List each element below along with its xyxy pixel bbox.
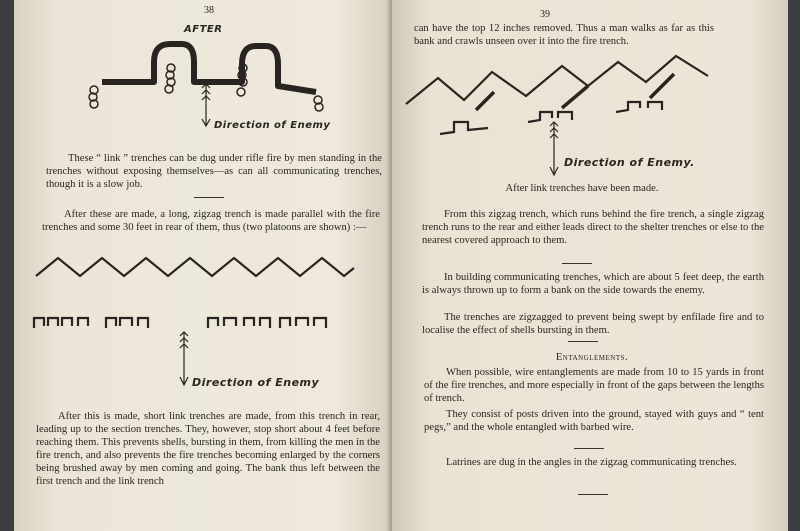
divider-rule <box>562 263 592 264</box>
paragraph-short-link-trenches: After this is made, short link trenches are made, from this trench in rear, leading up to the section trenches. They, however, stop short about 4 feet before reaching them. This prevents shells, bursting in them, from killing the men in the fire trench, and also prevents the fire trenches becoming enlarged by the corners being brushed away by men coming and going. The bank thus left between the first trench and the link trench <box>36 411 380 487</box>
paragraph-top-continuation: can have the top 12 inches removed. Thus a man walks as far as this bank and crawls unseen over it into the fire trench. <box>414 23 714 47</box>
page-number: 38 <box>204 5 214 16</box>
paragraph-posts: They consist of posts driven into the ground, stayed with guys and “ tent pegs,” and the whole entangled with barbed wire. <box>424 409 764 433</box>
after-label: AFTER <box>184 24 223 35</box>
paragraph-zigzag-trench: After these are made, a long, zigzag trench is made parallel with the fire trenches and some 30 feet in rear of them, thus (two platoons are shown) :— <box>42 209 380 233</box>
zigzag-trench-diagram <box>14 0 392 240</box>
left-page <box>14 0 392 531</box>
paragraph-communicating-trenches: In building communicating trenches, which are about 5 feet deep, the earth is always thrown up to form a bank on the side towards the enemy. <box>422 272 764 296</box>
divider-rule <box>568 341 598 342</box>
direction-of-enemy-caption-2: Direction of Enemy <box>192 376 320 389</box>
paragraph-wire-entanglements: When possible, wire entanglements are made from 10 to 15 yards in front of the fire trenches, and more especially in front of the gaps between the lengths of trench. <box>424 367 764 404</box>
section-heading-entanglements: Entanglements. <box>555 352 629 363</box>
right-page <box>392 0 788 531</box>
paragraph-link-trenches: These “ link ” trenches can be dug under rifle fire by men standing in the trenches without exposing themselves—as can all communicating trenches, though it is a slow job. <box>46 153 382 190</box>
divider-rule <box>574 448 604 449</box>
paragraph-latrines: Latrines are dug in the angles in the zigzag communicating trenches. <box>446 457 737 468</box>
figure-caption: After link trenches have been made. <box>505 183 659 194</box>
direction-of-enemy-caption-3: Direction of Enemy. <box>564 156 695 169</box>
page-number: 39 <box>540 9 550 20</box>
direction-of-enemy-caption-1: Direction of Enemy <box>214 120 331 131</box>
link-trench-diagram <box>392 0 788 200</box>
paragraph-enfilade: The trenches are zigzagged to prevent being swept by enfilade fire and to localise the effect of shells bursting in them. <box>422 312 764 336</box>
paragraph-single-zigzag: From this zigzag trench, which runs behind the fire trench, a single zigzag trench runs to the rear and either leads direct to the shelter trenches or else to the nearest covered approach to them. <box>422 209 764 246</box>
divider-rule <box>578 494 608 495</box>
